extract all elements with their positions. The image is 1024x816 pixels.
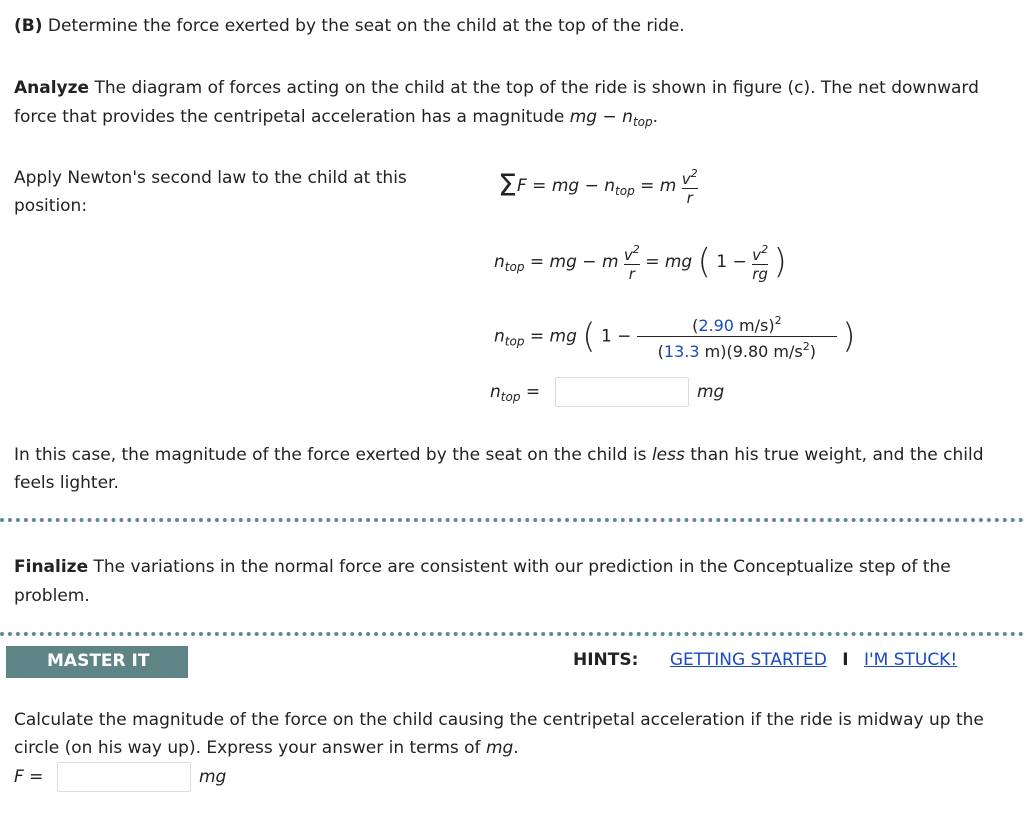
analyze-text: The diagram of forces acting on the child at the top of the ride is shown in figure (c). The net downward force that provides the centripetal acceleration has a magnitude bbox=[14, 78, 979, 127]
f-label: F = bbox=[14, 767, 44, 787]
conclusion-paragraph: In this case, the magnitude of the force exerted by the seat on the child is less than his true weight, and the child feels lighter. bbox=[14, 445, 984, 493]
section-divider bbox=[0, 632, 1024, 636]
finalize-paragraph: Finalize The variations in the normal force are consistent with our prediction in the Conceptualize step of the problem. bbox=[14, 557, 951, 606]
im-stuck-link[interactable]: I'M STUCK! bbox=[863, 650, 958, 670]
analyze-paragraph: Analyze The diagram of forces acting on the child at the top of the ride is shown in figure (c). The net downward force that provides the centripetal acceleration has a magnitude mg − $n_{top}$. bbox=[14, 78, 979, 129]
ntop-answer-input[interactable] bbox=[555, 377, 689, 407]
radius-value: 13.3 bbox=[663, 342, 700, 361]
part-b-heading bbox=[14, 16, 1014, 36]
equation-ntop-numeric: $n_{top}$ = mg ( 1 − $\frac{(2.90 m/s)^2}{(13.3 m)(9.80 m/s^2)}$ ) bbox=[494, 314, 856, 361]
finalize-label: Finalize bbox=[14, 557, 89, 577]
ntop-answer-row: $n_{top}$ = bbox=[490, 382, 541, 404]
equation-sum-forces: ΣF = mg − $n_{top} = m$ $\frac{v^2}{r}$ bbox=[498, 167, 698, 207]
getting-started-link[interactable]: GETTING STARTED bbox=[669, 650, 827, 670]
question-paragraph: Calculate the magnitude of the force on the child causing the centripetal acceleration if the ride is midway up the circle (on his way up). Express your answer in terms of mg. bbox=[14, 710, 984, 758]
hints-label: HINTS: bbox=[573, 650, 639, 670]
ntop-unit: mg bbox=[697, 382, 725, 402]
hints-separator: I bbox=[842, 650, 849, 670]
hints-bar bbox=[573, 650, 957, 670]
master-it-tab[interactable]: MASTER IT bbox=[6, 646, 188, 678]
section-divider bbox=[0, 518, 1024, 522]
equation-ntop-expression: $n_{top}$ = mg − m $\frac{v^2}{r}$ = mg ( 1 − $\frac{v^2}{rg}$ ) bbox=[494, 242, 787, 283]
f-answer-input[interactable] bbox=[57, 762, 191, 792]
velocity-value: 2.90 bbox=[698, 316, 734, 335]
analyze-label: Analyze bbox=[14, 78, 90, 98]
apply-text: Apply Newton's second law to the child at this position: bbox=[14, 168, 407, 216]
part-b-text: Determine the force exerted by the seat on the child at the top of the ride. bbox=[42, 16, 685, 36]
part-b-label: (B) bbox=[14, 16, 43, 36]
f-unit: mg bbox=[199, 767, 227, 787]
